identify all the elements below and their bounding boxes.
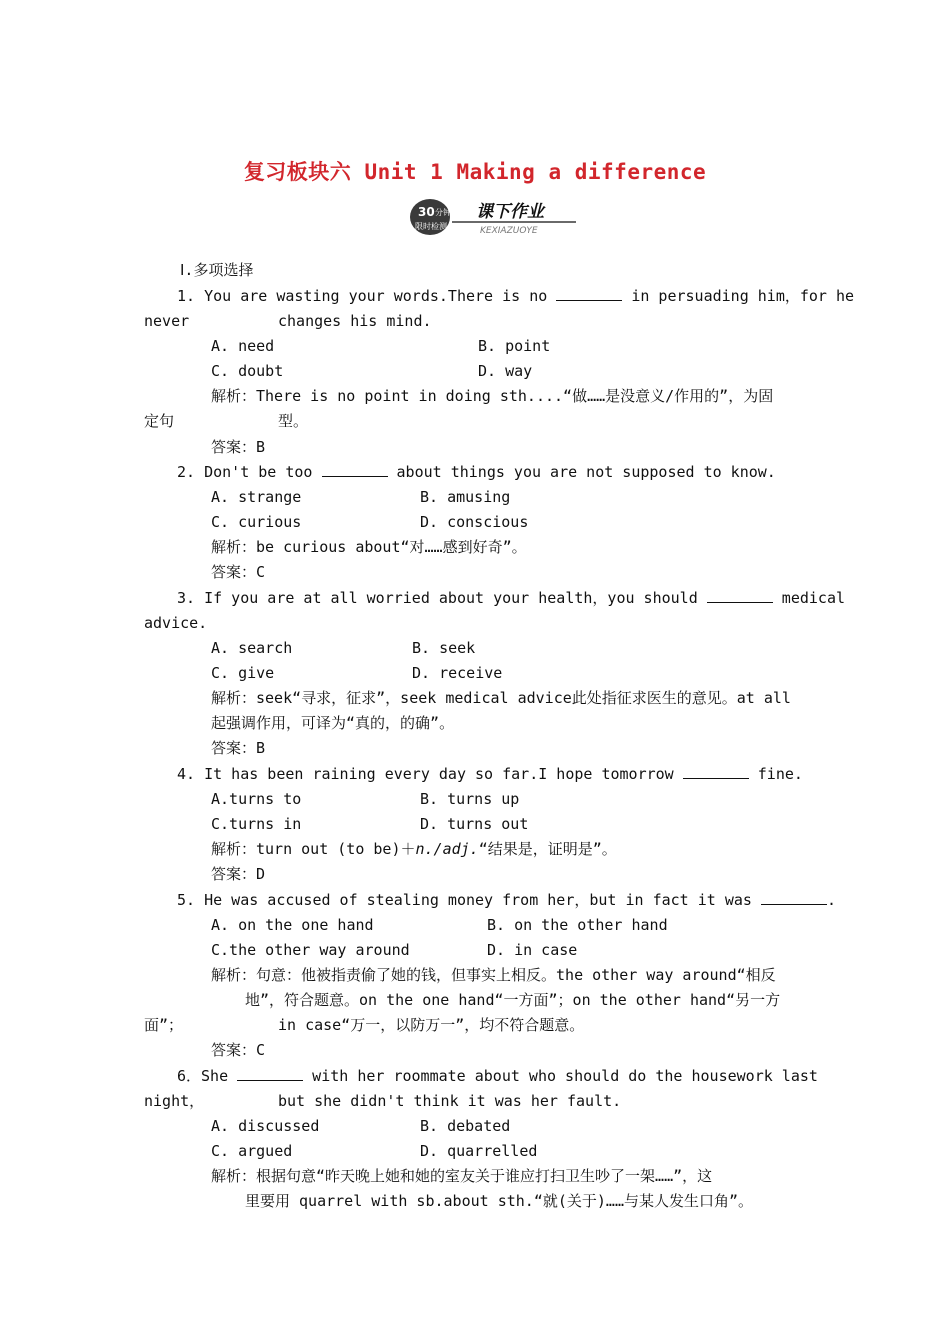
option-a: A. need [211,337,275,355]
section-heading: Ⅰ.多项选择 [180,261,254,279]
option-d: D. way [478,362,533,380]
answer-blank [683,764,749,779]
explanation-cont-3: in case“万一，以防万一”，均不符合题意。 [278,1016,585,1034]
option-d: D. receive [412,664,503,682]
explanation: 解析：turn out (to be)＋n./adj.“结果是，证明是”。 [211,840,617,858]
explanation-cont-b: 型。 [278,412,309,430]
option-a: A. discussed [211,1117,320,1135]
answer: 答案：C [211,563,266,581]
explanation-cont: 定句 [144,412,175,430]
explanation-cont: 地”，符合题意。on the one hand“一方面”；on the other hand“另一方 [245,991,781,1009]
explanation: 解析：根据句意“昨天晚上她和她的室友关于谁应打扫卫生吵了一架……”，这 [211,1167,713,1185]
option-a: A. on the one hand [211,916,374,934]
question-2-stem: 2. Don't be too about things you are not supposed to know. [177,463,776,481]
answer-blank [761,890,827,905]
answer-blank [237,1066,303,1081]
option-c: C.turns in [211,815,302,833]
badge-minutes: 30 [418,205,435,219]
explanation: 解析：be curious about“对……感到好奇”。 [211,538,527,556]
question-1-stem: 1. You are wasting your words.There is no in persuading him，for he [177,287,855,305]
option-d: D. turns out [420,815,529,833]
explanation-cont-2: 面”； [144,1016,184,1034]
question-3-stem: 3. If you are at all worried about your health，you should medical [177,589,846,607]
option-d: D. in case [487,941,578,959]
question-6-stem: 6．She with her roommate about who should do the housework last [177,1067,818,1085]
explanation-cont: 里要用 quarrel with sb.about sth.“就(关于)……与某人发生口角”。 [245,1192,754,1210]
option-c: C. give [211,664,275,682]
option-b: B. debated [420,1117,511,1135]
option-d: D. quarrelled [420,1142,538,1160]
option-c: C. doubt [211,362,284,380]
answer-blank [556,286,622,301]
badge-label: 课下作业 [476,202,544,222]
explanation-cont: 起强调作用，可译为“真的，的确”。 [211,714,455,732]
option-a: A. search [211,639,293,657]
question-6-cont-b: but she didn't think it was her fault. [278,1092,622,1110]
badge-sub: 限时检测 [415,222,447,231]
question-3-cont: advice. [144,614,208,632]
explanation: 解析：seek“寻求，征求”，seek medical advice此处指征求医生的意见。at all [211,689,791,707]
badge-pinyin: KEXIAZUOYE [480,226,538,236]
option-a: A. strange [211,488,302,506]
option-c: C. curious [211,513,302,531]
question-6-cont: night， [144,1092,205,1110]
explanation: 解析：There is no point in doing sth....“做……是没意义/作用的”，为固 [211,387,774,405]
option-b: B. turns up [420,790,520,808]
answer: 答案：C [211,1041,266,1059]
answer: 答案：B [211,438,266,456]
answer-blank [707,588,773,603]
option-b: B. on the other hand [487,916,668,934]
question-4-stem: 4. It has been raining every day so far.I hope tomorrow fine. [177,765,803,783]
option-b: B. seek [412,639,476,657]
option-b: B. amusing [420,488,511,506]
question-5-stem: 5. He was accused of stealing money from her，but in fact it was . [177,891,836,909]
question-1-cont: never [144,312,190,330]
page-title: 复习板块六 Unit 1 Making a difference [243,160,707,184]
answer-blank [322,462,388,477]
answer: 答案：B [211,739,266,757]
homework-badge [408,196,578,238]
option-b: B. point [478,337,551,355]
option-c: C. argued [211,1142,293,1160]
option-a: A.turns to [211,790,302,808]
explanation: 解析：句意：他被指责偷了她的钱，但事实上相反。the other way around“相反 [211,966,776,984]
option-d: D. conscious [420,513,529,531]
option-c: C.the other way around [211,941,410,959]
question-1-cont-b: changes his mind. [278,312,432,330]
answer: 答案：D [211,865,266,883]
badge-unit: 分钟 [435,208,451,217]
